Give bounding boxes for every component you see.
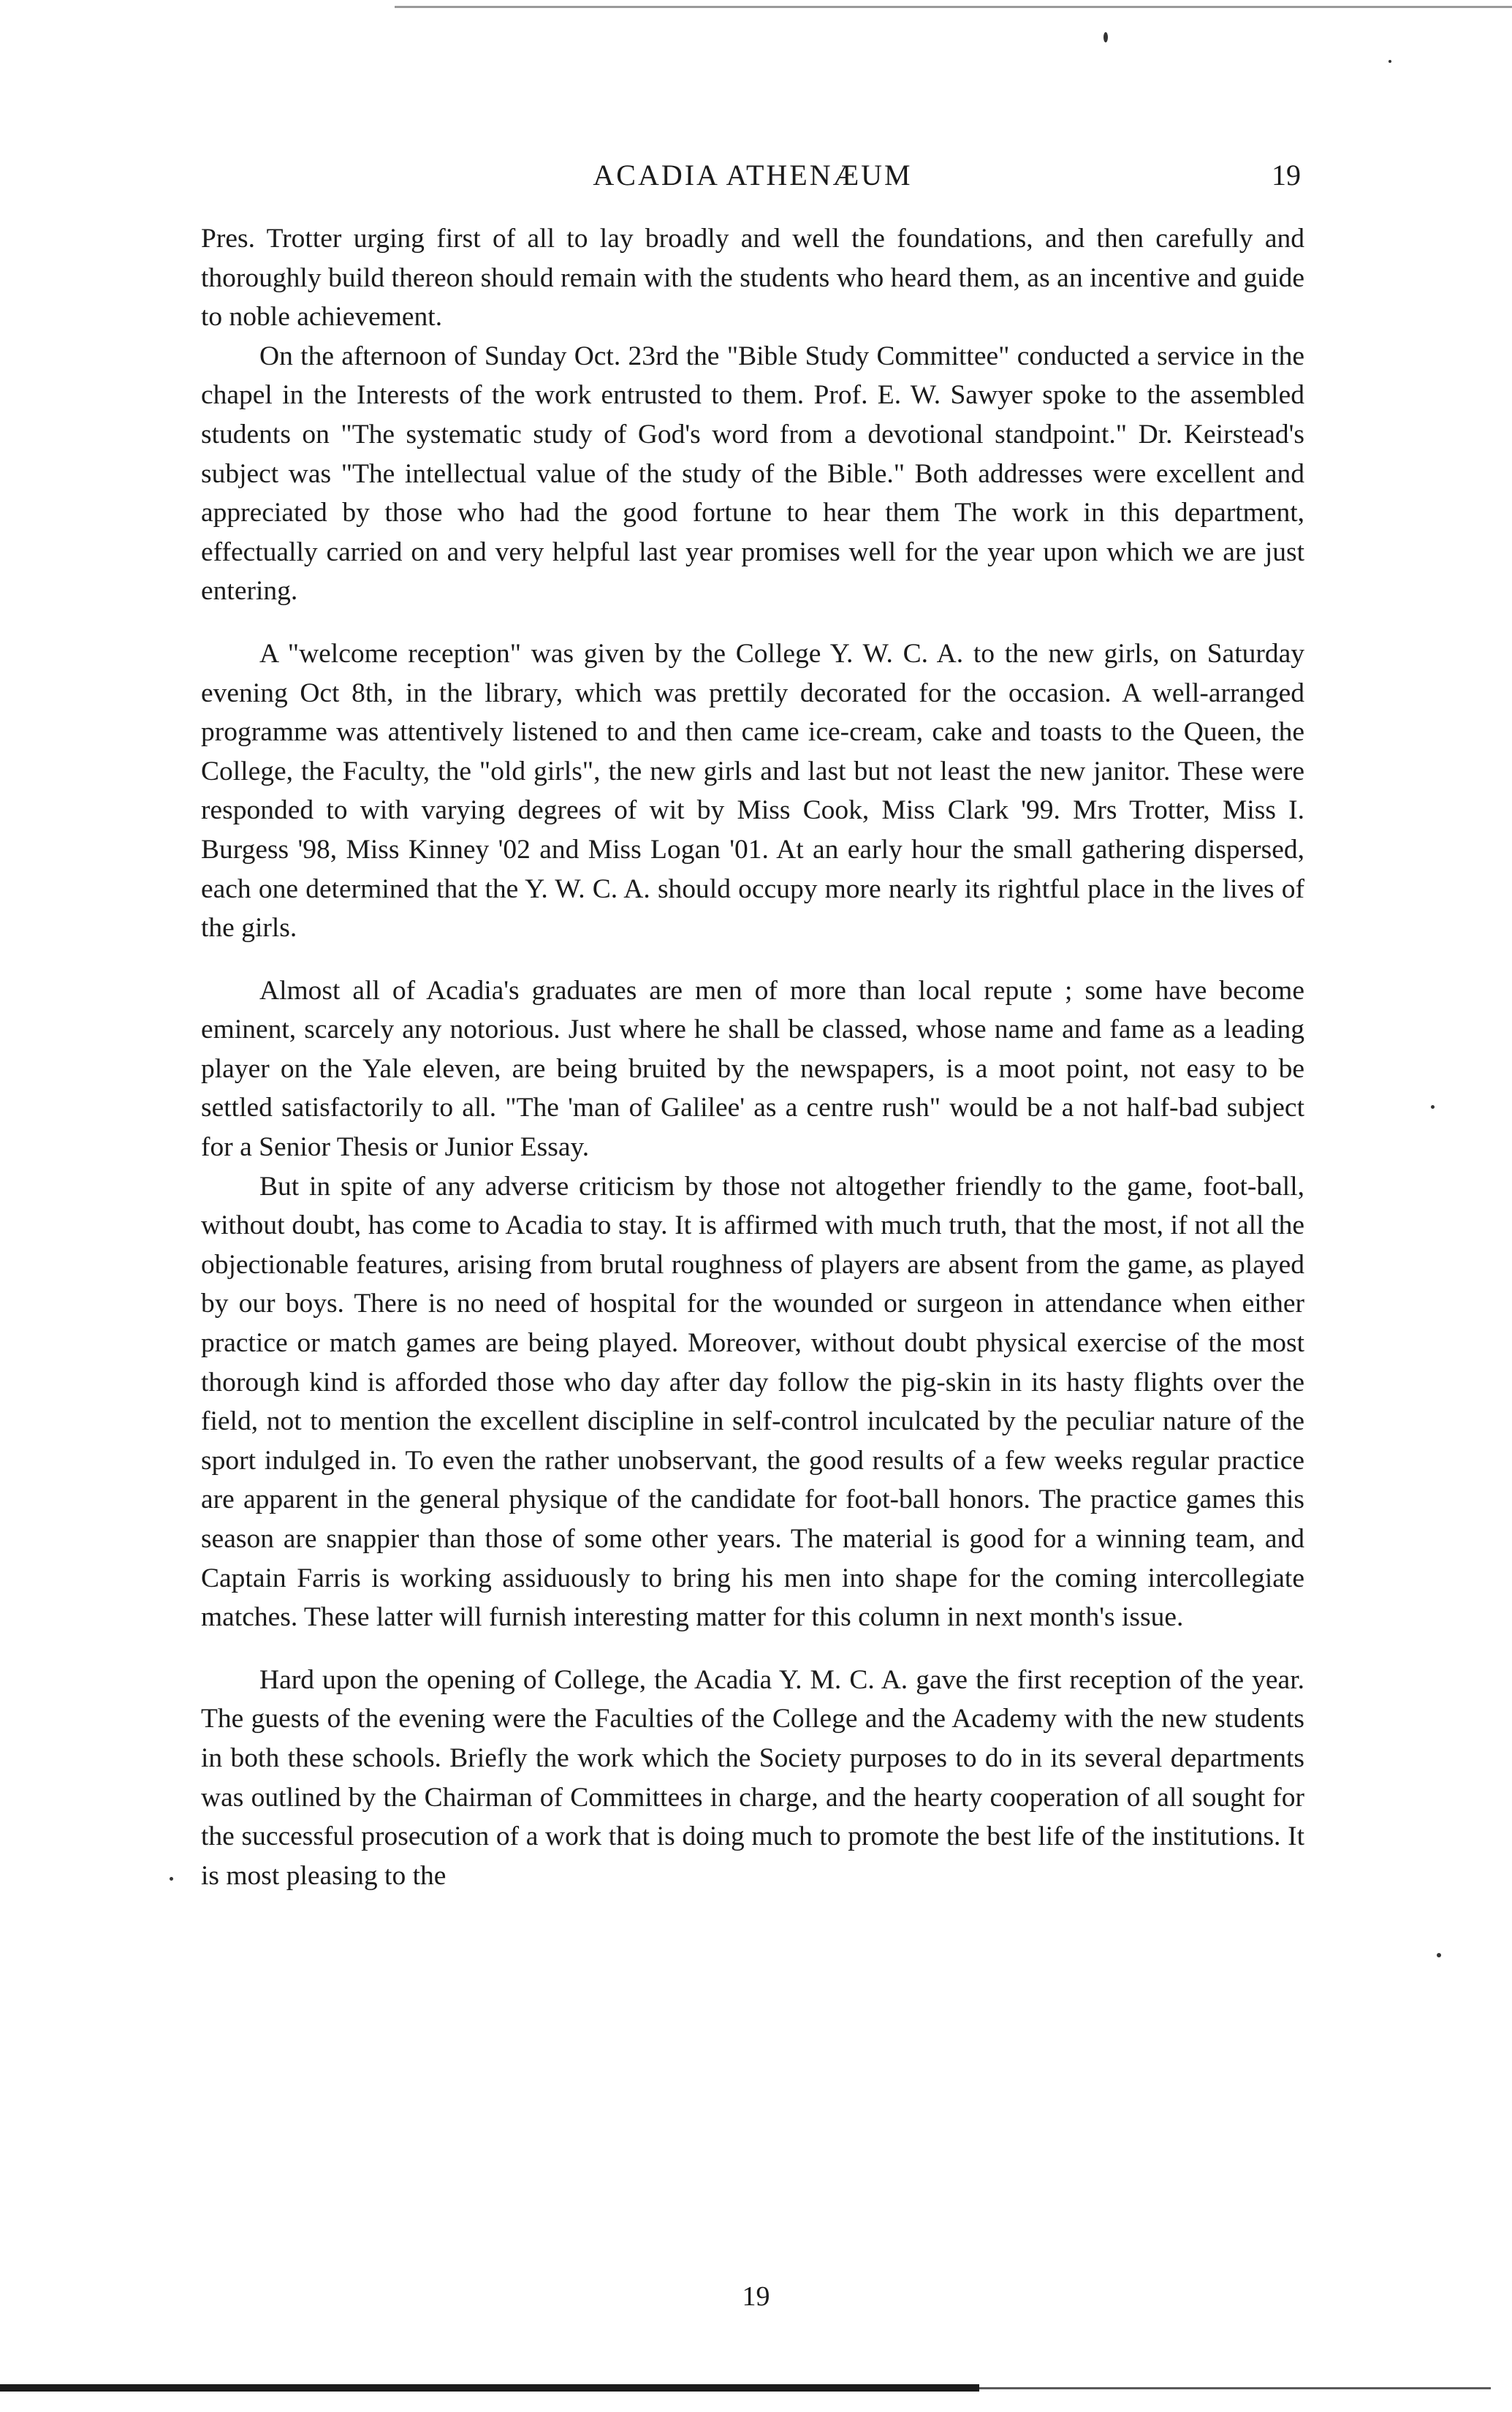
page-number: 19	[1272, 159, 1301, 191]
scan-edge-bottom	[0, 2384, 979, 2392]
scan-edge-top	[395, 6, 1512, 8]
paragraph-football: But in spite of any adverse criticism by those not altogether friendly to the game, foot-ball, without doubt, has come to Acadia to stay. It is affirmed with much truth, that the most, if not all the objectionable features, arising from brutal roughness of players are absent from the game, as played by our boys. There is no need of hospital for the wounded or surgeon in attendance when either practice or match games are being played. Moreover, without doubt physical exercise of the most thorough kind is afforded those who day after day follow the pig-skin in its hasty flights over the field, not to mention the excellent discipline in self-control inculcated by the peculiar nature of the sport indulged in. To even the rather unobservant, the good results of a few weeks regular practice are apparent in the general physique of the candidate for foot-ball honors. The practice games this season are snappier than those of some other years. The material is good for a winning team, and Captain Farris is working assiduously to bring his men into shape for the coming intercollegiate matches. These latter will furnish interesting matter for this column in next month's issue.	[201, 1171, 1304, 1633]
paragraph-welcome-reception: A "welcome reception" was given by the College Y. W. C. A. to the new girls, on Saturday evening Oct 8th, in the library, which was prettily decorated for the occasion. A well-arranged programme was attentively listened to and then came ice-cream, cake and toasts to the Queen, the College, the Faculty, the "old girls", the new girls and last but not least the new janitor. These were responded to with varying degrees of wit by Miss Cook, Miss Clark '99. Mrs Trotter, Miss I. Burgess '98, Miss Kinney '02 and Miss Logan '01. At an early hour the small gathering dispersed, each one determined that the Y. W. C. A. should occupy more nearly its rightful place in the lives of the girls.	[201, 638, 1304, 944]
scan-speck	[1388, 60, 1391, 63]
paragraph-graduates: Almost all of Acadia's graduates are men of more than local repute ; some have become eminent, scarcely any notorious. Just where he shall be classed, whose name and fame as a leading player on the Yale eleven, are being bruited by the newspapers, is a moot point, not easy to be settled satisfactorily to all. "The 'man of Galilee' as a centre rush" would be a not half-bad subject for a Senior Thesis or Junior Essay.	[201, 975, 1304, 1163]
journal-title: ACADIA ATHENÆUM	[593, 159, 913, 191]
scan-speck	[170, 1877, 173, 1881]
scan-speck	[1103, 32, 1108, 42]
footer-folio: 19	[742, 2281, 770, 2312]
running-head	[205, 158, 1301, 202]
paragraph-trotter-address: Pres. Trotter urging first of all to lay broadly and well the foundations, and then carefully and thoroughly build thereon should remain with the students who heard them, as an incentive and guide to noble achievement.	[201, 224, 1304, 333]
scan-speck	[1431, 1105, 1435, 1109]
paragraph-ymca-reception: Hard upon the opening of College, the Acadia Y. M. C. A. gave the first reception of the year. The guests of the evening were the Faculties of the College and the Academy with the new students in both these schools. Briefly the work which the Society purposes to do in its several departments was outlined by the Chairman of Committees in charge, and the hearty cooperation of all sought for the successful prosecution of a work that is doing much to promote the best life of the institutions. It is most pleasing to the	[201, 1664, 1304, 1891]
scan-edge-bottom-thin	[979, 2387, 1491, 2389]
article-body	[201, 219, 1304, 1895]
scan-speck	[1437, 1953, 1441, 1957]
paragraph-bible-study: On the afternoon of Sunday Oct. 23rd the "Bible Study Committee" conducted a service in the chapel in the Interests of the work entrusted to them. Prof. E. W. Sawyer spoke to the assembled students on "The systematic study of God's word from a devotional standpoint." Dr. Keirstead's subject was "The intellectual value of the study of the Bible." Both addresses were excellent and appreciated by those who had the good fortune to hear them The work in this department, effectually carried on and very helpful last year promises well for the year upon which we are just entering.	[201, 341, 1304, 607]
